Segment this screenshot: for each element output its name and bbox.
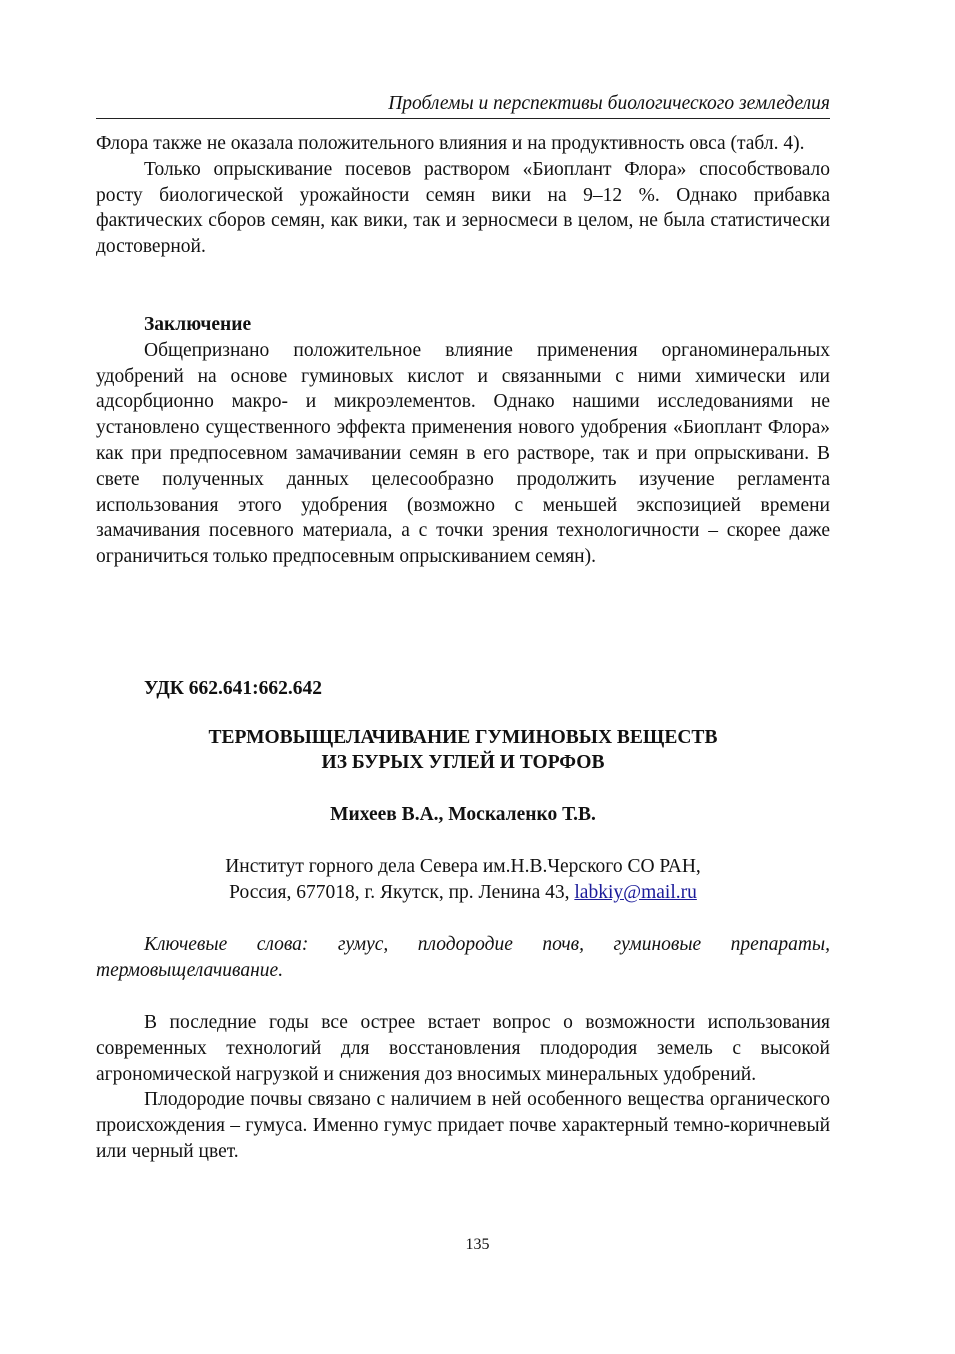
- conclusion-section: [96, 312, 830, 570]
- article-paragraph: Плодородие почвы связано с наличием в ней особенного вещества органического происхождения – гумуса. Именно гумус придает почве характерный темно-коричневый или черный цвет.: [96, 1089, 830, 1162]
- keywords-text: Ключевые слова: гумус, плодородие почв, гуминовые препараты, термовыщелачивание.: [96, 934, 830, 981]
- running-header: [96, 92, 830, 119]
- conclusion-heading: Заключение: [144, 314, 252, 335]
- paragraph-continuation: Флора также не оказала положительного влияния и на продуктивность овса (табл. 4).: [96, 133, 805, 154]
- keywords: [96, 932, 830, 984]
- article-paragraph: В последние годы все острее встает вопрос о возможности использования современных технологий для восстановления плодородия земель с высокой агрономической нагрузкой и снижения доз вносимых минеральных удобрений.: [96, 1012, 830, 1085]
- article-authors: Михеев В.А., Москаленко Т.В.: [330, 804, 596, 825]
- paragraph: Только опрыскивание посевов раствором «Биоплант Флора» способствовало росту биологической урожайности семян вики на 9–12 %. Однако прибавка фактических сборов семян, как вики, так и зерносмеси в целом, не была статистически достоверной.: [96, 158, 830, 258]
- affiliation-line1: Институт горного дела Севера им.Н.В.Черского СО РАН,: [225, 856, 701, 877]
- affiliation-line2: [96, 880, 830, 906]
- article-title: [96, 725, 830, 775]
- email-link[interactable]: labkiy@mail.ru: [574, 882, 697, 903]
- article-title-line1: ТЕРМОВЫЩЕЛАЧИВАНИЕ ГУМИНОВЫХ ВЕЩЕСТВ: [208, 727, 718, 748]
- page-number: 135: [465, 1236, 490, 1253]
- udk-code: УДК 662.641:662.642: [144, 678, 323, 699]
- affiliation: [96, 854, 830, 906]
- article-body: [96, 1010, 830, 1165]
- conclusion-text: Общепризнано положительное влияние применения органоминеральных удобрений на основе гуминовых кислот и связанными с ними химически или адсорбционно макро- и микроэлементов. Однако нашими исследованиями не установлено существенного эффекта применения нового удобрения «Биоплант Флора» как при предпосевном замачивании семян в его растворе, так и при опрыскивани. В свете полученных данных целесообразно продолжить изучение регламента использования этого удобрения (возможно с меньшей экспозицией времени замачивания посевного материала, а с точки зрения технологичности – скорее даже ограничиться только предпосевным опрыскиванием семян).: [96, 339, 830, 568]
- affiliation-address: Россия, 677018, г. Якутск, пр. Ленина 43,: [229, 882, 570, 903]
- article-title-line2: ИЗ БУРЫХ УГЛЕЙ И ТОРФОВ: [321, 752, 605, 773]
- running-title: Проблемы и перспективы биологического земледелия: [388, 93, 830, 114]
- top-section: [96, 131, 830, 260]
